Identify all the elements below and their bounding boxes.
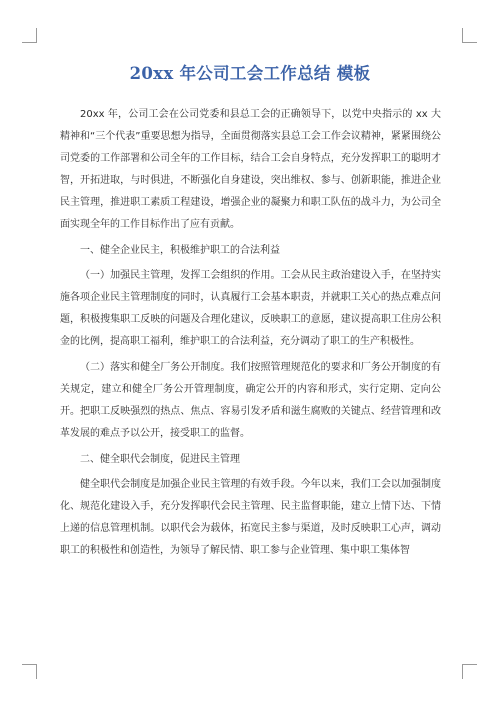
crop-mark-bottom-left bbox=[22, 664, 37, 679]
crop-mark-bottom-right bbox=[462, 664, 477, 679]
document-body bbox=[60, 104, 441, 566]
crop-mark-top-left bbox=[22, 28, 37, 43]
intro-paragraph: 20xx 年，公司工会在公司党委和县总工会的正确领导下，以党中央指示的 xx 大精神和“三个代表”重要思想为指导，全面贯彻落实县总工会工作会议精神，紧紧围绕公司党委的工作部署和公司全年的工作目标，结合工会自身特点，充分发挥职工的聪明才智，开拓进取，与时俱进，不断强化自身建设，突出维权、参与、创新职能，推进企业民主管理，推进职工素质工程建设，增强企业的凝聚力和职工队伍的战斗力，为公司全面实现全年的工作目标作出了应有贡献。 bbox=[60, 109, 441, 230]
crop-mark-top-right bbox=[462, 28, 477, 43]
section-heading-1: 一、健全企业民主，积极维护职工的合法利益 bbox=[80, 245, 280, 256]
subsection-paragraph-1: （一）加强民主管理，发挥工会组织的作用。工会从民主政治建设入手，在坚持实施各项企业民主管理制度的同时，认真履行工会基本职责，并就职工关心的热点难点问题，积极搜集职工反映的问题及合理化建议，反映职工的意愿，建议提高职工住房公积金的比例，提高职工福利，维护职工的合法利益，充分调动了职工的生产积极性。 bbox=[60, 270, 441, 347]
subsection-paragraph-2: （二）落实和健全厂务公开制度。我们按照管理规范化的要求和厂务公开制度的有关规定，建立和健全厂务公开管理制度，确定公开的内容和形式，实行定期、定向公开。把职工反映强烈的热点、焦点、容易引发矛盾和滋生腐败的关键点、经营管理和改革发展的难点予以公开，接受职工的监督。 bbox=[60, 362, 441, 439]
section-heading-2: 二、健全职代会制度，促进民主管理 bbox=[80, 454, 240, 465]
section-2-paragraph: 健全职代会制度是加强企业民主管理的有效手段。今年以来，我们工会以加强制度化、规范化建设入手，充分发挥职代会民主管理、民主监督职能，建立上情下达、下情上递的信息管理机制。以职代会为载体，拓宽民主参与渠道，及时反映职工心声，调动职工的积极性和创造性，为领导了解民情、职工参与企业管理、集中职工集体智 bbox=[60, 479, 441, 556]
document-title: 20xx 年公司工会工作总结 模板 bbox=[129, 64, 371, 83]
